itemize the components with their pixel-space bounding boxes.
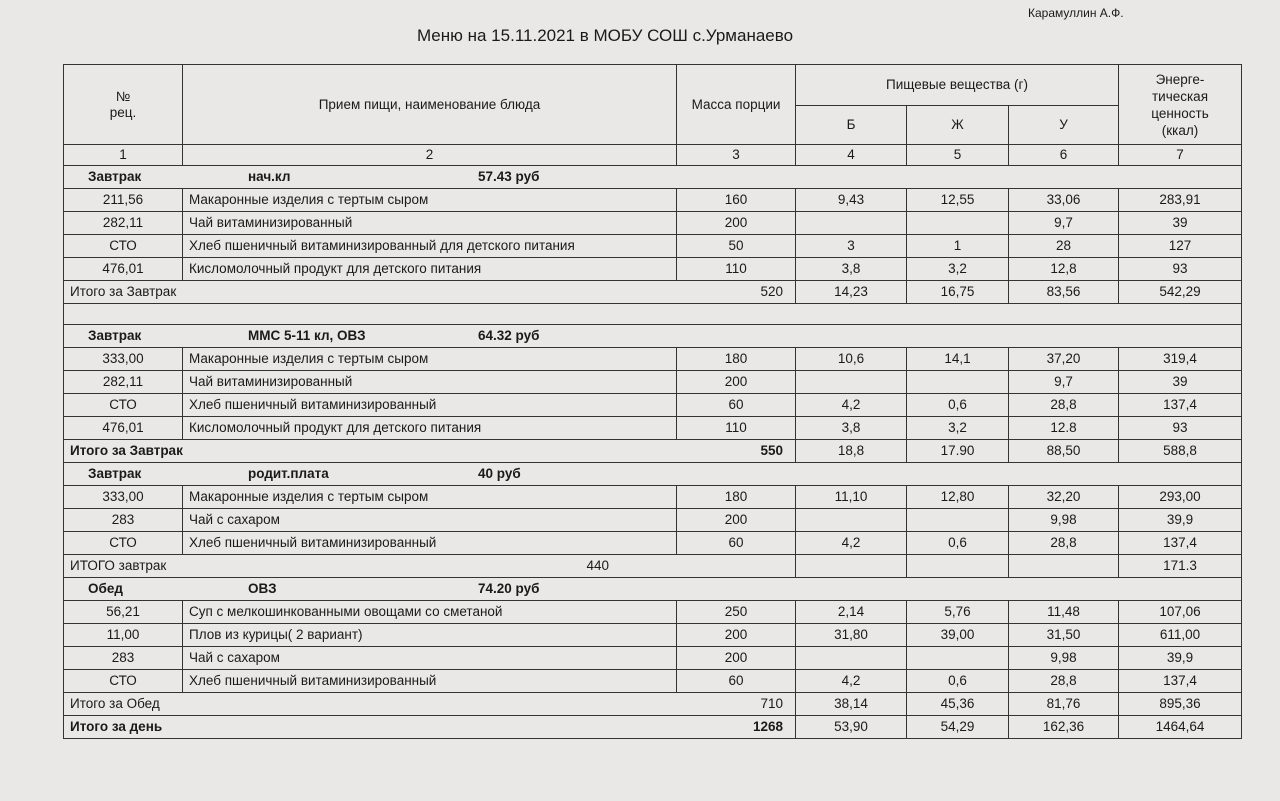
rec-number: 11,00 <box>64 624 183 647</box>
energy: 293,00 <box>1119 486 1242 509</box>
carbs: 9,7 <box>1009 212 1119 235</box>
dish-name: Макаронные изделия с тертым сыром <box>183 189 677 212</box>
carbs: 11,48 <box>1009 601 1119 624</box>
energy: 137,4 <box>1119 670 1242 693</box>
rec-number: СТО <box>64 532 183 555</box>
total-energy: 895,36 <box>1119 693 1242 716</box>
header-mass: Масса порции <box>677 65 796 145</box>
day-total-energy: 1464,64 <box>1119 716 1242 739</box>
fat: 3,2 <box>907 417 1009 440</box>
fat <box>907 371 1009 394</box>
portion-mass: 200 <box>677 371 796 394</box>
col-number: 7 <box>1119 145 1242 166</box>
col-number: 5 <box>907 145 1009 166</box>
portion-mass: 200 <box>677 212 796 235</box>
author-name: Карамуллин А.Ф. <box>1028 6 1124 20</box>
energy: 39 <box>1119 212 1242 235</box>
total-protein: 18,8 <box>796 440 907 463</box>
portion-mass: 110 <box>677 258 796 281</box>
total-fat: 17.90 <box>907 440 1009 463</box>
portion-mass: 50 <box>677 235 796 258</box>
fat <box>907 647 1009 670</box>
table-row <box>64 486 1242 509</box>
carbs: 32,20 <box>1009 486 1119 509</box>
fat: 5,76 <box>907 601 1009 624</box>
menu-table <box>63 64 1242 739</box>
day-total-label-cell <box>64 716 796 739</box>
protein: 4,2 <box>796 670 907 693</box>
dish-name: Макаронные изделия с тертым сыром <box>183 486 677 509</box>
carbs: 9,98 <box>1009 647 1119 670</box>
dish-name: Хлеб пшеничный витаминизированный для детского питания <box>183 235 677 258</box>
fat: 39,00 <box>907 624 1009 647</box>
rec-number: СТО <box>64 670 183 693</box>
protein <box>796 212 907 235</box>
rec-number: 211,56 <box>64 189 183 212</box>
meal-name: Завтрак <box>88 328 142 343</box>
day-total-row <box>64 716 1242 739</box>
total-carbs: 88,50 <box>1009 440 1119 463</box>
rec-number: 282,11 <box>64 212 183 235</box>
total-row <box>64 693 1242 716</box>
dish-name: Плов из курицы( 2 вариант) <box>183 624 677 647</box>
dish-name: Чай витаминизированный <box>183 212 677 235</box>
dish-name: Чай витаминизированный <box>183 371 677 394</box>
energy: 611,00 <box>1119 624 1242 647</box>
total-protein: 38,14 <box>796 693 907 716</box>
carbs: 28,8 <box>1009 532 1119 555</box>
col-number: 2 <box>183 145 677 166</box>
meal-name: Обед <box>88 581 123 596</box>
carbs: 28,8 <box>1009 670 1119 693</box>
table-row <box>64 647 1242 670</box>
rec-number: 333,00 <box>64 486 183 509</box>
header-energy: Энерге- тическая ценность (ккал) <box>1119 65 1242 145</box>
fat: 3,2 <box>907 258 1009 281</box>
energy: 93 <box>1119 258 1242 281</box>
rec-number: 476,01 <box>64 258 183 281</box>
carbs: 31,50 <box>1009 624 1119 647</box>
table-row <box>64 212 1242 235</box>
total-label: Итого за Завтрак <box>70 443 183 458</box>
portion-mass: 110 <box>677 417 796 440</box>
total-row <box>64 440 1242 463</box>
dish-name: Суп с мелкошинкованными овощами со сметаной <box>183 601 677 624</box>
total-protein <box>796 555 907 578</box>
price: 74.20 руб <box>478 581 540 596</box>
carbs: 9,98 <box>1009 509 1119 532</box>
table-row <box>64 601 1242 624</box>
protein <box>796 647 907 670</box>
day-total-label: Итого за день <box>70 719 163 734</box>
protein: 3 <box>796 235 907 258</box>
meal-name: Завтрак <box>88 169 142 184</box>
rec-number: 56,21 <box>64 601 183 624</box>
total-protein: 14,23 <box>796 281 907 304</box>
table-row <box>64 670 1242 693</box>
total-row <box>64 281 1242 304</box>
rec-number: СТО <box>64 394 183 417</box>
protein: 4,2 <box>796 532 907 555</box>
total-fat: 16,75 <box>907 281 1009 304</box>
energy: 319,4 <box>1119 348 1242 371</box>
total-mass: 550 <box>760 443 783 458</box>
group-name: ММС 5-11 кл, ОВЗ <box>248 328 366 343</box>
carbs: 28,8 <box>1009 394 1119 417</box>
header-nutrients: Пищевые вещества (г) <box>796 65 1119 106</box>
fat: 12,55 <box>907 189 1009 212</box>
total-label-cell <box>64 440 796 463</box>
fat: 0,6 <box>907 532 1009 555</box>
total-energy: 542,29 <box>1119 281 1242 304</box>
dish-name: Хлеб пшеничный витаминизированный <box>183 670 677 693</box>
header-u: У <box>1009 106 1119 145</box>
group-name: нач.кл <box>248 169 291 184</box>
carbs: 12.8 <box>1009 417 1119 440</box>
total-label: Итого за Завтрак <box>70 284 177 299</box>
carbs: 33,06 <box>1009 189 1119 212</box>
carbs: 12,8 <box>1009 258 1119 281</box>
portion-mass: 160 <box>677 189 796 212</box>
protein <box>796 509 907 532</box>
table-row <box>64 235 1242 258</box>
fat <box>907 212 1009 235</box>
table-row <box>64 258 1242 281</box>
day-total-protein: 53,90 <box>796 716 907 739</box>
carbs: 37,20 <box>1009 348 1119 371</box>
col-number: 4 <box>796 145 907 166</box>
rec-number: 283 <box>64 509 183 532</box>
table-row <box>64 394 1242 417</box>
price: 40 руб <box>478 466 521 481</box>
total-mass: 710 <box>760 696 783 711</box>
meal-name: Завтрак <box>88 466 142 481</box>
portion-mass: 250 <box>677 601 796 624</box>
portion-mass: 180 <box>677 486 796 509</box>
table-row <box>64 348 1242 371</box>
energy: 127 <box>1119 235 1242 258</box>
energy: 39 <box>1119 371 1242 394</box>
dish-name: Кисломолочный продукт для детского питания <box>183 417 677 440</box>
fat: 12,80 <box>907 486 1009 509</box>
energy: 137,4 <box>1119 532 1242 555</box>
energy: 93 <box>1119 417 1242 440</box>
portion-mass: 180 <box>677 348 796 371</box>
spacer-row <box>64 304 1242 325</box>
portion-mass: 60 <box>677 670 796 693</box>
protein: 31,80 <box>796 624 907 647</box>
dish-name: Хлеб пшеничный витаминизированный <box>183 532 677 555</box>
protein: 4,2 <box>796 394 907 417</box>
header-b: Б <box>796 106 907 145</box>
total-fat <box>907 555 1009 578</box>
energy: 137,4 <box>1119 394 1242 417</box>
section-header <box>64 463 1242 486</box>
total-carbs <box>1009 555 1119 578</box>
total-carbs: 83,56 <box>1009 281 1119 304</box>
table-row <box>64 532 1242 555</box>
total-energy: 171.3 <box>1119 555 1242 578</box>
dish-name: Хлеб пшеничный витаминизированный <box>183 394 677 417</box>
energy: 283,91 <box>1119 189 1242 212</box>
total-energy: 588,8 <box>1119 440 1242 463</box>
total-label: Итого за Обед <box>70 696 160 711</box>
fat <box>907 509 1009 532</box>
section-header <box>64 578 1242 601</box>
fat: 1 <box>907 235 1009 258</box>
total-mass: 440 <box>586 558 609 573</box>
total-label-cell <box>64 693 796 716</box>
dish-name: Макаронные изделия с тертым сыром <box>183 348 677 371</box>
energy: 39,9 <box>1119 647 1242 670</box>
dish-name: Чай с сахаром <box>183 647 677 670</box>
energy: 107,06 <box>1119 601 1242 624</box>
protein: 2,14 <box>796 601 907 624</box>
table-row <box>64 624 1242 647</box>
page-title: Меню на 15.11.2021 в МОБУ СОШ с.Урманаево <box>416 26 794 45</box>
dish-name: Кисломолочный продукт для детского питания <box>183 258 677 281</box>
section-header <box>64 166 1242 189</box>
protein: 9,43 <box>796 189 907 212</box>
protein: 11,10 <box>796 486 907 509</box>
carbs: 28 <box>1009 235 1119 258</box>
total-row <box>64 555 1242 578</box>
rec-number: 282,11 <box>64 371 183 394</box>
protein: 3,8 <box>796 417 907 440</box>
header-zh: Ж <box>907 106 1009 145</box>
portion-mass: 200 <box>677 647 796 670</box>
total-carbs: 81,76 <box>1009 693 1119 716</box>
section-header <box>64 325 1242 348</box>
table-row <box>64 371 1242 394</box>
col-number: 6 <box>1009 145 1119 166</box>
day-total-carbs: 162,36 <box>1009 716 1119 739</box>
day-total-fat: 54,29 <box>907 716 1009 739</box>
portion-mass: 60 <box>677 394 796 417</box>
total-label-cell <box>64 555 796 578</box>
col-number: 3 <box>677 145 796 166</box>
group-name: родит.плата <box>248 466 329 481</box>
price: 64.32 руб <box>478 328 540 343</box>
total-label: ИТОГО завтрак <box>70 558 167 573</box>
table-row <box>64 509 1242 532</box>
portion-mass: 200 <box>677 509 796 532</box>
protein: 3,8 <box>796 258 907 281</box>
rec-number: 283 <box>64 647 183 670</box>
total-fat: 45,36 <box>907 693 1009 716</box>
table-row <box>64 417 1242 440</box>
price: 57.43 руб <box>478 169 540 184</box>
header-rec: № рец. <box>64 65 183 145</box>
protein <box>796 371 907 394</box>
portion-mass: 200 <box>677 624 796 647</box>
total-label-cell <box>64 281 796 304</box>
day-total-mass: 1268 <box>752 719 783 734</box>
portion-mass: 60 <box>677 532 796 555</box>
header-dish: Прием пищи, наименование блюда <box>183 65 677 145</box>
table-row <box>64 189 1242 212</box>
rec-number: СТО <box>64 235 183 258</box>
protein: 10,6 <box>796 348 907 371</box>
rec-number: 476,01 <box>64 417 183 440</box>
col-number: 1 <box>64 145 183 166</box>
fat: 14,1 <box>907 348 1009 371</box>
dish-name: Чай с сахаром <box>183 509 677 532</box>
carbs: 9,7 <box>1009 371 1119 394</box>
group-name: ОВЗ <box>248 581 277 596</box>
total-mass: 520 <box>760 284 783 299</box>
rec-number: 333,00 <box>64 348 183 371</box>
energy: 39,9 <box>1119 509 1242 532</box>
fat: 0,6 <box>907 670 1009 693</box>
fat: 0,6 <box>907 394 1009 417</box>
